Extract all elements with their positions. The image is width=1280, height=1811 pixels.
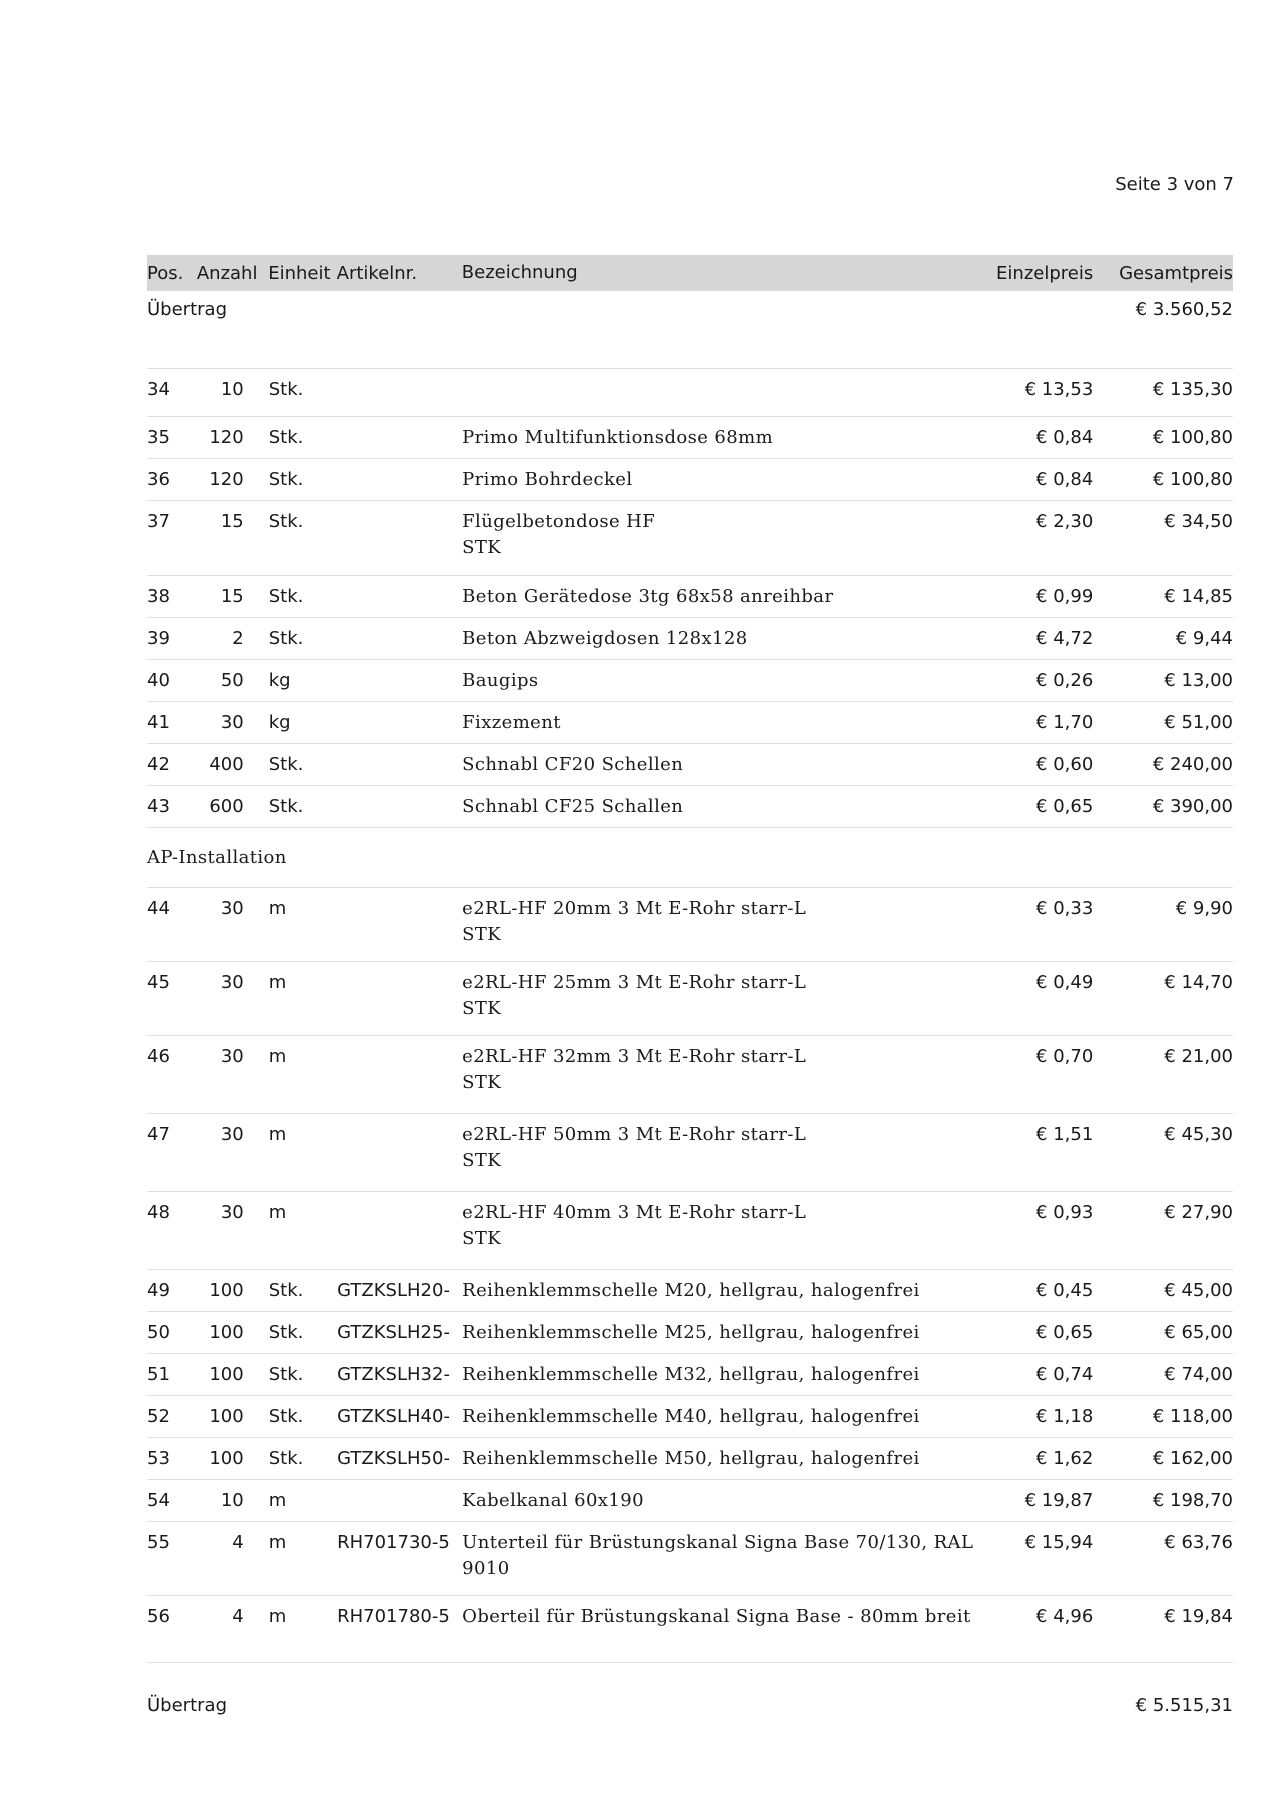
cell-pos: 39 (147, 628, 170, 649)
cell-einheit: Stk. (268, 1322, 304, 1343)
cell-gesamtpreis: € 65,00 (1164, 1322, 1233, 1343)
cell-gesamtpreis: € 14,85 (1164, 586, 1233, 607)
table-row (147, 618, 1233, 660)
table-row (147, 1192, 1233, 1270)
table-header (147, 255, 1233, 291)
cell-pos: 45 (147, 972, 170, 993)
cell-einzelpreis: € 15,94 (1024, 1532, 1094, 1553)
cell-einheit: m (268, 1202, 287, 1223)
cell-pos: 53 (147, 1448, 170, 1469)
cell-bezeichnung (462, 702, 980, 736)
uebertrag-bottom-label: Übertrag (147, 1694, 227, 1716)
cell-gesamtpreis: € 19,84 (1164, 1606, 1233, 1627)
cell-einzelpreis: € 2,30 (1036, 511, 1094, 532)
cell-gesamtpreis: € 9,44 (1175, 628, 1233, 649)
cell-artikelnr (337, 1114, 462, 1122)
cell-artikelnr (337, 459, 462, 467)
cell-artikelnr (337, 888, 462, 896)
cell-einzelpreis: € 0,45 (1036, 1280, 1094, 1301)
cell-gesamtpreis: € 51,00 (1164, 712, 1233, 733)
cell-einheit: m (268, 1532, 287, 1553)
cell-einzelpreis: € 4,96 (1036, 1606, 1094, 1627)
bezeichnung-line: e2RL-HF 32mm 3 Mt E-Rohr starr-L (462, 1046, 807, 1067)
cell-bezeichnung (462, 1396, 980, 1430)
cell-gesamtpreis: € 45,30 (1164, 1124, 1233, 1145)
cell-gesamtpreis: € 9,90 (1175, 898, 1233, 919)
cell-anzahl: 15 (220, 586, 244, 607)
table-row (147, 417, 1233, 459)
table-row (147, 660, 1233, 702)
bezeichnung-line: Unterteil für Brüstungskanal Signa Base 70/130, RAL (462, 1532, 974, 1553)
cell-einzelpreis: € 0,65 (1036, 1322, 1094, 1343)
cell-einzelpreis: € 0,26 (1036, 670, 1094, 691)
bezeichnung-line: Beton Gerätedose 3tg 68x58 anreihbar (462, 586, 834, 607)
cell-artikelnr (337, 369, 462, 377)
bezeichnung-line: STK (462, 998, 502, 1019)
uebertrag-bottom (147, 1663, 1233, 1735)
cell-einzelpreis: € 4,72 (1036, 628, 1094, 649)
invoice-table (147, 255, 1233, 1735)
cell-bezeichnung (462, 1596, 980, 1630)
cell-gesamtpreis: € 135,30 (1152, 379, 1233, 400)
bezeichnung-line: Beton Abzweigdosen 128x128 (462, 628, 748, 649)
bezeichnung-line: Fixzement (462, 712, 561, 733)
cell-bezeichnung (462, 1522, 980, 1582)
cell-anzahl: 15 (220, 511, 244, 532)
cell-bezeichnung (462, 888, 980, 948)
cell-einzelpreis: € 1,62 (1036, 1448, 1094, 1469)
cell-bezeichnung (462, 1114, 980, 1174)
cell-pos: 49 (147, 1280, 170, 1301)
cell-einheit: m (268, 1606, 287, 1627)
cell-gesamtpreis: € 74,00 (1164, 1364, 1233, 1385)
cell-gesamtpreis: € 198,70 (1152, 1490, 1233, 1511)
bezeichnung-line: Reihenklemmschelle M40, hellgrau, halogenfrei (462, 1406, 920, 1427)
cell-bezeichnung (462, 501, 980, 561)
cell-einheit: kg (268, 712, 291, 733)
cell-gesamtpreis: € 100,80 (1152, 427, 1233, 448)
bezeichnung-line: STK (462, 1150, 502, 1171)
cell-einzelpreis: € 0,49 (1036, 972, 1094, 993)
cell-einheit: Stk. (268, 754, 304, 775)
cell-gesamtpreis: € 100,80 (1152, 469, 1233, 490)
header-anzahl: Anzahl (196, 262, 258, 284)
bezeichnung-line: Primo Multifunktionsdose 68mm (462, 427, 774, 448)
cell-gesamtpreis: € 27,90 (1164, 1202, 1233, 1223)
header-einheit: Einheit (268, 262, 331, 284)
cell-einzelpreis: € 19,87 (1024, 1490, 1094, 1511)
table-row (147, 1354, 1233, 1396)
rows-group-2 (147, 888, 1233, 1663)
cell-anzahl: 600 (209, 796, 244, 817)
cell-gesamtpreis: € 390,00 (1152, 796, 1233, 817)
table-row (147, 1312, 1233, 1354)
cell-anzahl: 400 (209, 754, 244, 775)
cell-einheit: Stk. (268, 511, 304, 532)
cell-bezeichnung (462, 1192, 980, 1252)
cell-pos: 47 (147, 1124, 170, 1145)
cell-anzahl: 100 (209, 1280, 244, 1301)
table-row (147, 1522, 1233, 1596)
cell-anzahl: 4 (232, 1532, 244, 1553)
cell-einheit: m (268, 972, 287, 993)
cell-einheit: m (268, 1124, 287, 1145)
cell-pos: 44 (147, 898, 170, 919)
cell-pos: 50 (147, 1322, 170, 1343)
table-row (147, 786, 1233, 828)
cell-bezeichnung (462, 459, 980, 493)
cell-anzahl: 30 (220, 1124, 244, 1145)
bezeichnung-line: e2RL-HF 20mm 3 Mt E-Rohr starr-L (462, 898, 807, 919)
cell-pos: 55 (147, 1532, 170, 1553)
cell-bezeichnung (462, 1036, 980, 1096)
cell-anzahl: 2 (232, 628, 244, 649)
cell-artikelnr (337, 576, 462, 584)
cell-artikelnr: RH701730-5 (337, 1532, 450, 1553)
uebertrag-top (147, 291, 1233, 369)
cell-einheit: Stk. (268, 586, 304, 607)
cell-bezeichnung (462, 1354, 980, 1388)
cell-anzahl: 30 (220, 898, 244, 919)
section-title: AP-Installation (147, 828, 1233, 888)
cell-einheit: Stk. (268, 628, 304, 649)
bezeichnung-line: Reihenklemmschelle M20, hellgrau, halogenfrei (462, 1280, 920, 1301)
table-row (147, 1396, 1233, 1438)
cell-anzahl: 120 (209, 469, 244, 490)
table-row (147, 888, 1233, 962)
cell-pos: 54 (147, 1490, 170, 1511)
cell-pos: 42 (147, 754, 170, 775)
cell-einheit: Stk. (268, 1448, 304, 1469)
cell-pos: 40 (147, 670, 170, 691)
cell-anzahl: 4 (232, 1606, 244, 1627)
bezeichnung-line: e2RL-HF 50mm 3 Mt E-Rohr starr-L (462, 1124, 807, 1145)
cell-einzelpreis: € 0,99 (1036, 586, 1094, 607)
cell-artikelnr (337, 1036, 462, 1044)
cell-artikelnr: RH701780-5 (337, 1606, 450, 1627)
cell-bezeichnung (462, 744, 980, 778)
cell-bezeichnung (462, 1438, 980, 1472)
cell-einzelpreis: € 0,65 (1036, 796, 1094, 817)
cell-einheit: m (268, 1490, 287, 1511)
uebertrag-top-value: € 3.560,52 (1135, 299, 1233, 320)
cell-pos: 37 (147, 511, 170, 532)
cell-bezeichnung (462, 1480, 980, 1514)
cell-pos: 36 (147, 469, 170, 490)
cell-gesamtpreis: € 14,70 (1164, 972, 1233, 993)
cell-einheit: Stk. (268, 796, 304, 817)
cell-artikelnr (337, 702, 462, 710)
table-row (147, 1596, 1233, 1663)
cell-artikelnr: GTZKSLH32- (337, 1364, 450, 1385)
cell-anzahl: 30 (220, 712, 244, 733)
bezeichnung-line: Flügelbetondose HF (462, 511, 656, 532)
cell-bezeichnung (462, 786, 980, 820)
cell-einheit: Stk. (268, 379, 304, 400)
cell-pos: 52 (147, 1406, 170, 1427)
header-gesamtpreis: Gesamtpreis (1119, 262, 1234, 284)
cell-anzahl: 30 (220, 1046, 244, 1067)
cell-pos: 41 (147, 712, 170, 733)
page-number: Seite 3 von 7 (1115, 174, 1234, 195)
cell-artikelnr (337, 1480, 462, 1488)
cell-gesamtpreis: € 162,00 (1152, 1448, 1233, 1469)
header-artikelnr: Artikelnr. (336, 262, 418, 284)
cell-pos: 35 (147, 427, 170, 448)
table-row (147, 459, 1233, 501)
cell-artikelnr: GTZKSLH40- (337, 1406, 450, 1427)
cell-einzelpreis: € 0,74 (1036, 1364, 1094, 1385)
header-bezeichnung: Bezeichnung (461, 262, 578, 283)
cell-artikelnr (337, 501, 462, 509)
cell-bezeichnung (462, 417, 980, 451)
cell-einheit: kg (268, 670, 291, 691)
cell-pos: 51 (147, 1364, 170, 1385)
cell-einzelpreis: € 13,53 (1024, 379, 1094, 400)
cell-einzelpreis: € 0,84 (1036, 427, 1094, 448)
bezeichnung-line: Reihenklemmschelle M50, hellgrau, halogenfrei (462, 1448, 920, 1469)
cell-artikelnr (337, 744, 462, 752)
cell-bezeichnung (462, 576, 980, 610)
table-row (147, 369, 1233, 417)
bezeichnung-line: Reihenklemmschelle M32, hellgrau, halogenfrei (462, 1364, 920, 1385)
cell-bezeichnung (462, 1270, 980, 1304)
cell-anzahl: 30 (220, 972, 244, 993)
cell-gesamtpreis: € 34,50 (1164, 511, 1233, 532)
cell-pos: 56 (147, 1606, 170, 1627)
bezeichnung-line: STK (462, 1228, 502, 1249)
cell-anzahl: 100 (209, 1322, 244, 1343)
cell-anzahl: 100 (209, 1406, 244, 1427)
table-row (147, 702, 1233, 744)
cell-gesamtpreis: € 13,00 (1164, 670, 1233, 691)
bezeichnung-line: Baugips (462, 670, 539, 691)
cell-einzelpreis: € 1,18 (1036, 1406, 1094, 1427)
bezeichnung-line: STK (462, 924, 502, 945)
cell-pos: 34 (147, 379, 170, 400)
table-row (147, 962, 1233, 1036)
uebertrag-top-label: Übertrag (147, 299, 227, 320)
bezeichnung-line: Schnabl CF20 Schellen (462, 754, 684, 775)
bezeichnung-line: e2RL-HF 40mm 3 Mt E-Rohr starr-L (462, 1202, 807, 1223)
cell-einzelpreis: € 0,60 (1036, 754, 1094, 775)
table-row (147, 1114, 1233, 1192)
table-row (147, 744, 1233, 786)
cell-gesamtpreis: € 45,00 (1164, 1280, 1233, 1301)
cell-bezeichnung (462, 962, 980, 1022)
cell-artikelnr: GTZKSLH20- (337, 1280, 450, 1301)
cell-einheit: Stk. (268, 1364, 304, 1385)
cell-gesamtpreis: € 240,00 (1152, 754, 1233, 775)
cell-einzelpreis: € 0,33 (1036, 898, 1094, 919)
header-einzelpreis: Einzelpreis (996, 262, 1094, 284)
bezeichnung-line: Schnabl CF25 Schallen (462, 796, 684, 817)
bezeichnung-line: Primo Bohrdeckel (462, 469, 633, 490)
cell-anzahl: 10 (220, 379, 244, 400)
cell-artikelnr (337, 786, 462, 794)
cell-gesamtpreis: € 63,76 (1164, 1532, 1233, 1553)
cell-einzelpreis: € 0,93 (1036, 1202, 1094, 1223)
bezeichnung-line: Oberteil für Brüstungskanal Signa Base - 80mm breit (462, 1606, 971, 1627)
bezeichnung-line: 9010 (462, 1558, 510, 1579)
cell-einheit: Stk. (268, 427, 304, 448)
table-row (147, 1270, 1233, 1312)
cell-pos: 38 (147, 586, 170, 607)
table-row (147, 1480, 1233, 1522)
table-row (147, 576, 1233, 618)
cell-gesamtpreis: € 21,00 (1164, 1046, 1233, 1067)
cell-einheit: m (268, 1046, 287, 1067)
cell-bezeichnung (462, 369, 980, 377)
cell-anzahl: 100 (209, 1364, 244, 1385)
cell-einheit: Stk. (268, 1406, 304, 1427)
cell-bezeichnung (462, 660, 980, 694)
cell-bezeichnung (462, 1312, 980, 1346)
cell-artikelnr: GTZKSLH50- (337, 1448, 450, 1469)
bezeichnung-line: Reihenklemmschelle M25, hellgrau, halogenfrei (462, 1322, 920, 1343)
cell-einheit: Stk. (268, 1280, 304, 1301)
cell-einzelpreis: € 0,84 (1036, 469, 1094, 490)
bezeichnung-line: STK (462, 537, 502, 558)
cell-einzelpreis: € 1,70 (1036, 712, 1094, 733)
table-row (147, 1036, 1233, 1114)
rows-group-1 (147, 369, 1233, 828)
cell-einheit: Stk. (268, 469, 304, 490)
cell-einzelpreis: € 0,70 (1036, 1046, 1094, 1067)
cell-anzahl: 50 (220, 670, 244, 691)
cell-anzahl: 100 (209, 1448, 244, 1469)
table-row (147, 501, 1233, 576)
cell-anzahl: 120 (209, 427, 244, 448)
cell-artikelnr: GTZKSLH25- (337, 1322, 450, 1343)
bezeichnung-line: STK (462, 1072, 502, 1093)
header-pos: Pos. (147, 262, 184, 284)
bezeichnung-line: Kabelkanal 60x190 (462, 1490, 644, 1511)
cell-artikelnr (337, 962, 462, 970)
bezeichnung-line: e2RL-HF 25mm 3 Mt E-Rohr starr-L (462, 972, 807, 993)
cell-bezeichnung (462, 618, 980, 652)
cell-artikelnr (337, 618, 462, 626)
cell-pos: 43 (147, 796, 170, 817)
cell-artikelnr (337, 417, 462, 425)
uebertrag-bottom-value: € 5.515,31 (1135, 1694, 1233, 1716)
cell-einzelpreis: € 1,51 (1036, 1124, 1094, 1145)
cell-pos: 48 (147, 1202, 170, 1223)
cell-pos: 46 (147, 1046, 170, 1067)
cell-artikelnr (337, 660, 462, 668)
cell-anzahl: 10 (220, 1490, 244, 1511)
cell-artikelnr (337, 1192, 462, 1200)
cell-einheit: m (268, 898, 287, 919)
table-row (147, 1438, 1233, 1480)
cell-gesamtpreis: € 118,00 (1152, 1406, 1233, 1427)
cell-anzahl: 30 (220, 1202, 244, 1223)
